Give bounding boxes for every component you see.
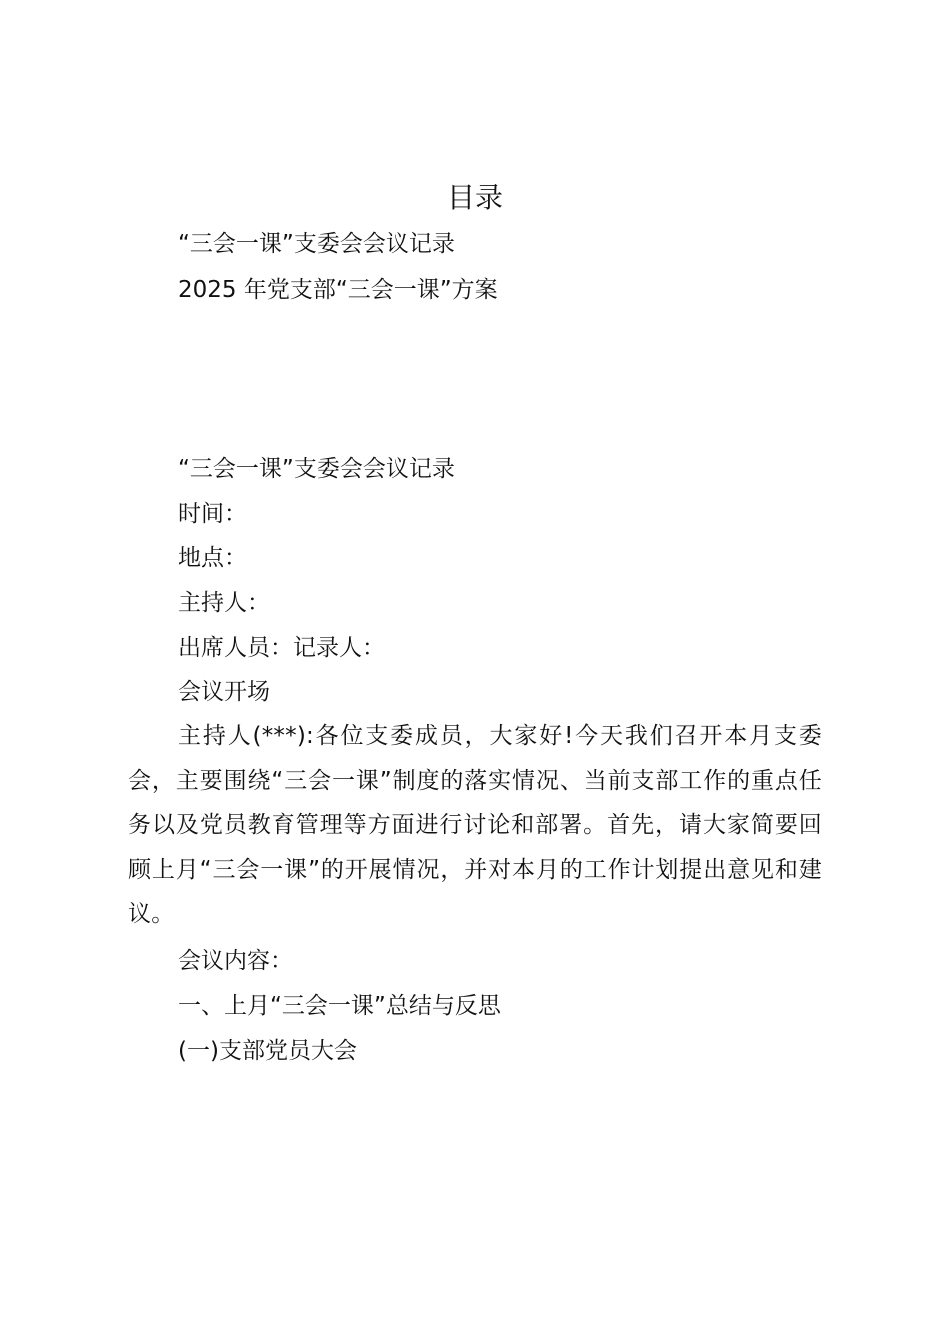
- section-heading-1: 一、上月“三会一课”总结与反思: [178, 993, 501, 1019]
- attendees-recorder-label: 出席人员：记录人：: [178, 635, 385, 661]
- toc-item-meeting-record: “三会一课”支委会会议记录: [178, 231, 455, 257]
- time-label: 时间：: [178, 501, 247, 527]
- opening-label: 会议开场: [178, 679, 270, 705]
- host-label: 主持人：: [178, 590, 270, 616]
- content-label: 会议内容：: [178, 948, 293, 974]
- subsection-heading-1: (一)支部党员大会: [178, 1038, 357, 1064]
- toc-title: 目录: [446, 181, 503, 214]
- toc-item-plan: 2025 年党支部“三会一课”方案: [178, 277, 498, 303]
- record-heading: “三会一课”支委会会议记录: [178, 456, 455, 482]
- place-label: 地点：: [178, 545, 247, 571]
- opening-paragraph: 主持人(***):各位支委成员，大家好!今天我们召开本月支委会，主要围绕“三会一课”制度的落实情况、当前支部工作的重点任务以及党员教育管理等方面进行讨论和部署。首先，请大家简要回顾上月“三会一课”的开展情况，并对本月的工作计划提出意见和建议。: [128, 723, 822, 928]
